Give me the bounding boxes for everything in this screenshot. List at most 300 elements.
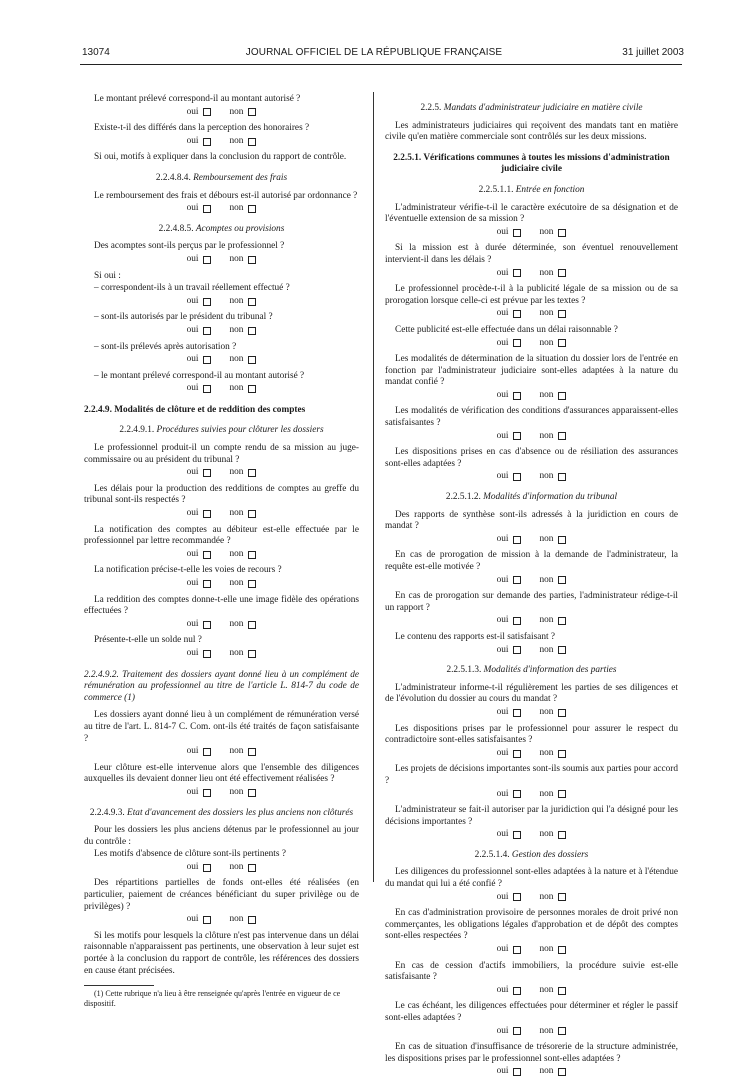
oui-option[interactable] <box>187 508 212 520</box>
oui-option[interactable] <box>497 707 522 719</box>
non-checkbox[interactable] <box>248 551 256 559</box>
oui-option[interactable] <box>497 944 522 956</box>
oui-label: oui <box>496 574 509 585</box>
non-label: non <box>539 337 554 348</box>
oui-label: oui <box>496 1066 509 1077</box>
oui-option[interactable] <box>497 431 522 443</box>
question-text: – sont-ils prélevés après autorisation ? <box>94 341 237 352</box>
oui-label: oui <box>186 467 199 478</box>
oui-label: oui <box>186 203 199 214</box>
non-option[interactable] <box>229 383 256 395</box>
oui-option[interactable] <box>187 862 212 874</box>
non-label: non <box>229 295 244 306</box>
non-label: non <box>229 746 244 757</box>
oui-option[interactable] <box>187 296 212 308</box>
non-checkbox[interactable] <box>558 392 566 400</box>
non-option[interactable] <box>539 338 566 350</box>
oui-label: oui <box>186 578 199 588</box>
oui-non-choice <box>385 575 678 587</box>
oui-option[interactable] <box>187 107 212 119</box>
section-title: Modalités d'information des parties <box>483 665 617 676</box>
non-option[interactable] <box>539 1066 566 1078</box>
oui-option[interactable] <box>497 390 522 402</box>
non-checkbox[interactable] <box>558 339 566 347</box>
non-option[interactable] <box>229 296 256 308</box>
non-checkbox[interactable] <box>248 469 256 477</box>
non-label: non <box>539 574 554 585</box>
non-label: non <box>229 383 244 394</box>
non-option[interactable] <box>539 575 566 587</box>
oui-checkbox[interactable] <box>513 831 521 839</box>
non-option[interactable] <box>539 829 566 841</box>
oui-checkbox[interactable] <box>513 473 521 481</box>
oui-option[interactable] <box>187 354 212 366</box>
oui-non-choice <box>84 787 359 799</box>
non-option[interactable] <box>229 549 256 561</box>
oui-checkbox[interactable] <box>203 916 211 924</box>
oui-label: oui <box>496 226 509 237</box>
oui-checkbox[interactable] <box>203 864 211 872</box>
oui-checkbox[interactable] <box>203 356 211 364</box>
section-heading <box>84 224 359 236</box>
section-number: 2.2.5.1.3. <box>446 665 484 676</box>
non-label: non <box>229 914 244 925</box>
section-number: 2.2.4.8.5. <box>158 223 196 234</box>
oui-option[interactable] <box>497 268 522 280</box>
oui-option[interactable] <box>497 829 522 841</box>
non-option[interactable] <box>229 203 256 215</box>
oui-label: oui <box>496 788 509 799</box>
oui-option[interactable] <box>187 914 212 926</box>
non-option[interactable] <box>539 268 566 280</box>
oui-checkbox[interactable] <box>203 748 211 756</box>
oui-label: oui <box>496 891 509 902</box>
footnote-text: (1) Cette rubrique n'a lieu à être renseignée qu'après l'entrée en vigueur de ce dispositif. <box>84 989 341 1009</box>
question-text: Les modalités de vérification des conditions d'assurances apparaissent-elles satisfaisantes ? <box>385 406 678 429</box>
non-checkbox[interactable] <box>248 298 256 306</box>
question-text: Des rapports de synthèse sont-ils adressés à la juridiction en cours de mandat ? <box>385 509 678 532</box>
oui-non-choice <box>385 985 678 997</box>
oui-checkbox[interactable] <box>513 310 521 318</box>
question-text: L'administrateur vérifie-t-il le caractère exécutoire de sa désignation et de l'éventuelle extension de sa mission ? <box>385 202 678 225</box>
non-checkbox[interactable] <box>558 310 566 318</box>
oui-non-choice <box>84 648 359 660</box>
oui-non-choice <box>84 383 359 395</box>
question-text: En cas de cession d'actifs immobiliers, la procédure suivie est-elle satisfaisante ? <box>385 960 678 983</box>
oui-non-choice <box>385 431 678 443</box>
oui-checkbox[interactable] <box>203 621 211 629</box>
oui-checkbox[interactable] <box>513 339 521 347</box>
non-option[interactable] <box>229 746 256 758</box>
non-label: non <box>229 467 244 478</box>
section-number: 2.2.4.8.4. <box>155 172 194 183</box>
question-text: La notification des comptes au débiteur est-elle effectuée par le professionnel par lettre recommandée ? <box>84 524 359 547</box>
oui-checkbox[interactable] <box>203 551 211 559</box>
question-text: La reddition des comptes donne-t-elle une image fidèle des opérations effectuées ? <box>84 594 359 617</box>
non-label: non <box>229 508 244 519</box>
non-checkbox[interactable] <box>248 205 256 213</box>
question-text: En cas de situation d'insuffisance de trésorerie de la structure administrée, les dispositions prises par le professionnel sont-elles adaptées ? <box>385 1042 678 1064</box>
question-text: Existe-t-il des différés dans la perception des honoraires ? <box>94 123 310 134</box>
oui-label: oui <box>496 308 509 319</box>
question-text: Les dossiers ayant donné lieu à un complément de rémunération versé au titre de l'art. L. 814-7 C. Com. ont-ils été traités de façon satisfaisante ? <box>84 710 359 744</box>
section-heading-bold: 2.2.4.9. Modalités de clôture et de reddition des comptes <box>84 404 306 415</box>
oui-non-choice <box>385 338 678 350</box>
non-label: non <box>539 829 554 840</box>
non-option[interactable] <box>539 227 566 239</box>
oui-label: oui <box>186 618 199 629</box>
oui-checkbox[interactable] <box>513 229 521 237</box>
oui-non-choice <box>385 892 678 904</box>
oui-option[interactable] <box>497 575 522 587</box>
section-title: Entrée en fonction <box>515 184 585 195</box>
oui-checkbox[interactable] <box>513 987 521 995</box>
oui-non-choice <box>385 944 678 956</box>
question-text: En cas de prorogation sur demande des parties, l'administrateur rédige-t-il un rapport ? <box>385 591 678 613</box>
non-option[interactable] <box>539 308 566 320</box>
oui-checkbox[interactable] <box>203 327 211 335</box>
question-text: Le contenu des rapports est-il satisfaisant ? <box>395 631 556 642</box>
non-label: non <box>539 644 554 655</box>
non-option[interactable] <box>539 390 566 402</box>
oui-checkbox[interactable] <box>203 789 211 797</box>
oui-non-choice <box>385 471 678 483</box>
oui-label: oui <box>186 253 199 264</box>
oui-checkbox[interactable] <box>513 1027 521 1035</box>
non-option[interactable] <box>539 707 566 719</box>
non-label: non <box>539 706 554 717</box>
question-text: Les motifs d'absence de clôture sont-ils pertinents ? <box>94 849 286 860</box>
oui-label: oui <box>186 508 199 519</box>
oui-label: oui <box>186 861 199 872</box>
question-text: Présente-t-elle un solde nul ? <box>94 635 202 646</box>
non-checkbox[interactable] <box>558 790 566 798</box>
non-checkbox[interactable] <box>558 229 566 237</box>
oui-option[interactable] <box>187 254 212 266</box>
right-column <box>385 94 678 1083</box>
oui-checkbox[interactable] <box>513 269 521 277</box>
oui-option[interactable] <box>497 534 522 546</box>
non-option[interactable] <box>229 254 256 266</box>
oui-checkbox[interactable] <box>203 256 211 264</box>
oui-option[interactable] <box>187 746 212 758</box>
oui-option[interactable] <box>497 892 522 904</box>
non-label: non <box>539 788 554 799</box>
question-text: Cette publicité est-elle effectuée dans un délai raisonnable ? <box>395 324 618 335</box>
oui-checkbox[interactable] <box>513 432 521 440</box>
oui-non-choice <box>385 227 678 239</box>
non-option[interactable] <box>229 787 256 799</box>
non-label: non <box>539 430 554 441</box>
oui-option[interactable] <box>187 549 212 561</box>
oui-non-choice <box>385 390 678 402</box>
question-text: Leur clôture est-elle intervenue alors que l'ensemble des diligences auxquelles ils devaient donner lieu ont été effectivement réalisées ? <box>84 762 359 785</box>
non-label: non <box>229 548 244 559</box>
non-label: non <box>229 786 244 797</box>
non-checkbox[interactable] <box>248 916 256 924</box>
non-option[interactable] <box>229 354 256 366</box>
oui-non-choice <box>84 578 359 590</box>
non-checkbox[interactable] <box>248 650 256 658</box>
oui-non-choice <box>84 508 359 520</box>
section-title: Traitement des dossiers ayant donné lieu à un complément de rémunération au professionnel au titre de l'article L. 814-7 du code de commerce <box>84 669 360 703</box>
non-label: non <box>539 471 554 482</box>
non-label: non <box>539 389 554 400</box>
oui-checkbox[interactable] <box>203 510 211 518</box>
oui-non-choice <box>385 1066 678 1078</box>
oui-label: oui <box>496 471 509 482</box>
non-label: non <box>229 253 244 264</box>
section-heading <box>84 670 359 705</box>
footnote-rule <box>84 985 154 986</box>
oui-label: oui <box>496 430 509 441</box>
section-number: 2.2.5. <box>420 103 444 113</box>
oui-option[interactable] <box>497 789 522 801</box>
oui-option[interactable] <box>497 615 522 627</box>
non-checkbox[interactable] <box>248 327 256 335</box>
non-label: non <box>539 226 554 237</box>
oui-label: oui <box>186 647 199 658</box>
question-text: Des répartitions partielles de fonds ont-elles été réalisées (en particulier, paiement de créances bénéficiant du super privilège ou de privilèges) ? <box>84 878 359 912</box>
non-checkbox[interactable] <box>558 709 566 717</box>
non-label: non <box>229 354 244 365</box>
non-label: non <box>229 203 244 214</box>
non-option[interactable] <box>539 748 566 760</box>
oui-label: oui <box>186 354 199 365</box>
non-checkbox[interactable] <box>248 580 256 588</box>
section-number: 2.2.5.1.4. <box>474 849 512 860</box>
oui-label: oui <box>496 337 509 348</box>
oui-checkbox[interactable] <box>203 108 211 116</box>
question-text: Le professionnel produit-il un compte rendu de sa mission au juge-commissaire ou au président du tribunal ? <box>84 443 359 465</box>
non-option[interactable] <box>539 615 566 627</box>
non-checkbox[interactable] <box>248 864 256 872</box>
non-checkbox[interactable] <box>558 432 566 440</box>
oui-non-choice <box>84 136 359 148</box>
oui-non-choice <box>84 619 359 631</box>
oui-non-choice <box>385 748 678 760</box>
oui-checkbox[interactable] <box>513 750 521 758</box>
question-text: Le remboursement des frais et débours est-il autorisé par ordonnance ? <box>94 190 358 201</box>
oui-non-choice <box>385 1026 678 1038</box>
oui-checkbox[interactable] <box>513 893 521 901</box>
question-text: Les dispositions prises en cas d'absence ou de résiliation des assurances sont-elles adaptées ? <box>385 447 678 469</box>
non-option[interactable] <box>539 471 566 483</box>
oui-option[interactable] <box>187 619 212 631</box>
oui-non-choice <box>84 549 359 561</box>
oui-checkbox[interactable] <box>513 946 521 954</box>
non-checkbox[interactable] <box>558 473 566 481</box>
question-text: Les diligences du professionnel sont-elles adaptées à la nature et à l'étendue du mandat qui lui a été confié ? <box>385 867 678 890</box>
non-option[interactable] <box>539 985 566 997</box>
non-checkbox[interactable] <box>558 946 566 954</box>
question-text: Si la mission est à durée déterminée, son éventuel renouvellement intervient-il dans les délais ? <box>385 243 678 265</box>
non-label: non <box>539 747 554 758</box>
oui-option[interactable] <box>187 383 212 395</box>
oui-option[interactable] <box>187 467 212 479</box>
oui-checkbox[interactable] <box>203 580 211 588</box>
non-label: non <box>539 615 554 626</box>
oui-label: oui <box>496 984 509 995</box>
oui-non-choice <box>84 914 359 926</box>
oui-option[interactable] <box>497 748 522 760</box>
section-number: 2.2.4.9.2. <box>84 669 123 680</box>
non-option[interactable] <box>539 534 566 546</box>
non-option[interactable] <box>229 107 256 119</box>
non-checkbox[interactable] <box>248 356 256 364</box>
oui-checkbox[interactable] <box>203 385 211 393</box>
section-heading <box>84 808 359 820</box>
oui-option[interactable] <box>187 136 212 148</box>
section-heading <box>84 173 359 185</box>
oui-non-choice <box>84 325 359 337</box>
oui-option[interactable] <box>187 648 212 660</box>
oui-checkbox[interactable] <box>513 646 521 654</box>
non-checkbox[interactable] <box>558 1027 566 1035</box>
oui-option[interactable] <box>497 985 522 997</box>
non-option[interactable] <box>229 508 256 520</box>
oui-checkbox[interactable] <box>513 536 521 544</box>
oui-option[interactable] <box>187 325 212 337</box>
non-checkbox[interactable] <box>558 536 566 544</box>
non-option[interactable] <box>229 862 256 874</box>
question-text: En cas de prorogation de mission à la demande de l'administrateur, la requête est-elle motivée ? <box>385 550 678 572</box>
oui-option[interactable] <box>187 203 212 215</box>
non-option[interactable] <box>539 431 566 443</box>
non-label: non <box>539 533 554 544</box>
oui-checkbox[interactable] <box>203 138 211 146</box>
non-option[interactable] <box>229 578 256 590</box>
oui-non-choice <box>84 862 359 874</box>
section-heading <box>84 425 359 437</box>
oui-checkbox[interactable] <box>513 617 521 625</box>
non-option[interactable] <box>539 1026 566 1038</box>
question-text: Les modalités de détermination de la situation du dossier lors de l'entrée en fonction par l'administrateur judiciaire sont-elles adaptées à la nature du mandat confié ? <box>385 354 678 388</box>
non-option[interactable] <box>539 892 566 904</box>
section-heading <box>385 185 678 197</box>
non-checkbox[interactable] <box>558 750 566 758</box>
non-checkbox[interactable] <box>248 789 256 797</box>
non-checkbox[interactable] <box>248 108 256 116</box>
non-option[interactable] <box>539 944 566 956</box>
oui-option[interactable] <box>497 471 522 483</box>
non-checkbox[interactable] <box>248 256 256 264</box>
oui-option[interactable] <box>497 1026 522 1038</box>
question-text: Si oui, motifs à expliquer dans la conclusion du rapport de contrôle. <box>94 152 347 163</box>
non-checkbox[interactable] <box>248 385 256 393</box>
non-checkbox[interactable] <box>248 748 256 756</box>
oui-non-choice <box>385 789 678 801</box>
question-text: Des acomptes sont-ils perçus par le professionnel ? <box>94 241 285 252</box>
non-label: non <box>229 578 244 588</box>
non-label: non <box>229 861 244 872</box>
non-checkbox[interactable] <box>248 510 256 518</box>
question-text: Les dispositions prises par le professionnel pour assurer le respect du contradictoire sont-elles satisfaisantes ? <box>385 723 678 746</box>
question-text: Le cas échéant, les diligences effectuées pour déterminer et régler le passif sont-elles adaptées ? <box>385 1001 678 1023</box>
non-option[interactable] <box>229 136 256 148</box>
non-option[interactable] <box>229 648 256 660</box>
oui-checkbox[interactable] <box>513 576 521 584</box>
oui-option[interactable] <box>187 578 212 590</box>
non-checkbox[interactable] <box>248 138 256 146</box>
oui-option[interactable] <box>497 1066 522 1078</box>
left-column <box>84 94 359 1009</box>
oui-label: oui <box>496 389 509 400</box>
question-text: Le professionnel procède-t-il à la publicité légale de sa mission ou de sa prorogation lorsque celle-ci est prévue par les textes ? <box>385 284 678 306</box>
oui-checkbox[interactable] <box>513 1068 521 1076</box>
non-checkbox[interactable] <box>558 646 566 654</box>
non-checkbox[interactable] <box>558 893 566 901</box>
non-checkbox[interactable] <box>558 831 566 839</box>
oui-non-choice <box>385 534 678 546</box>
non-option[interactable] <box>229 325 256 337</box>
non-option[interactable] <box>539 789 566 801</box>
question-text: Pour les dossiers les plus anciens détenus par le professionnel au jour du contrôle : <box>84 825 359 847</box>
oui-non-choice <box>84 107 359 119</box>
publication-date: 31 juillet 2003 <box>622 47 684 58</box>
question-text: L'administrateur se fait-il autoriser par la juridiction qui l'a désigné pour les décisions importantes ? <box>385 805 678 827</box>
oui-option[interactable] <box>497 338 522 350</box>
section-heading <box>385 492 678 504</box>
oui-checkbox[interactable] <box>513 709 521 717</box>
non-option[interactable] <box>229 914 256 926</box>
oui-checkbox[interactable] <box>203 205 211 213</box>
non-checkbox[interactable] <box>558 576 566 584</box>
oui-option[interactable] <box>187 787 212 799</box>
oui-checkbox[interactable] <box>513 392 521 400</box>
oui-label: oui <box>496 706 509 717</box>
non-checkbox[interactable] <box>248 621 256 629</box>
section-number: 2.2.5.1.1. <box>478 184 516 195</box>
question-text: L'administrateur informe-t-il régulièrement les parties de ses diligences et de l'évolution du dossier au cours du mandat ? <box>385 682 678 705</box>
section-heading <box>385 665 678 677</box>
oui-checkbox[interactable] <box>513 790 521 798</box>
header-rule <box>80 64 682 65</box>
oui-checkbox[interactable] <box>203 650 211 658</box>
section-title: Gestion des dossiers <box>511 849 589 860</box>
non-option[interactable] <box>229 467 256 479</box>
non-checkbox[interactable] <box>558 617 566 625</box>
non-option[interactable] <box>229 619 256 631</box>
oui-non-choice <box>385 308 678 320</box>
oui-label: oui <box>186 295 199 306</box>
oui-label: oui <box>496 533 509 544</box>
question-text: En cas d'administration provisoire de personnes morales de droit privé non commerçantes, les obligations légales d'approbation et de dépôt des comptes sont-elles respectées ? <box>385 908 678 942</box>
oui-label: oui <box>186 324 199 335</box>
section-title: Etat d'avancement des dossiers les plus anciens non clôturés <box>127 807 354 818</box>
non-option[interactable] <box>539 645 566 657</box>
oui-label: oui <box>186 106 199 117</box>
question-text: La notification précise-t-elle les voies de recours ? <box>94 565 282 576</box>
question-text: Si oui : <box>94 270 121 281</box>
section-title: Modalités d'information du tribunal <box>483 492 618 503</box>
oui-option[interactable] <box>497 645 522 657</box>
non-checkbox[interactable] <box>558 1068 566 1076</box>
non-label: non <box>229 647 244 658</box>
oui-checkbox[interactable] <box>203 298 211 306</box>
oui-option[interactable] <box>497 308 522 320</box>
question-text: Le montant prélevé correspond-il au montant autorisé ? <box>94 94 301 104</box>
oui-non-choice <box>385 645 678 657</box>
non-label: non <box>229 106 244 117</box>
non-checkbox[interactable] <box>558 987 566 995</box>
oui-option[interactable] <box>497 227 522 239</box>
non-checkbox[interactable] <box>558 269 566 277</box>
oui-label: oui <box>496 829 509 840</box>
page-header <box>0 47 748 61</box>
oui-non-choice <box>84 254 359 266</box>
oui-checkbox[interactable] <box>203 469 211 477</box>
